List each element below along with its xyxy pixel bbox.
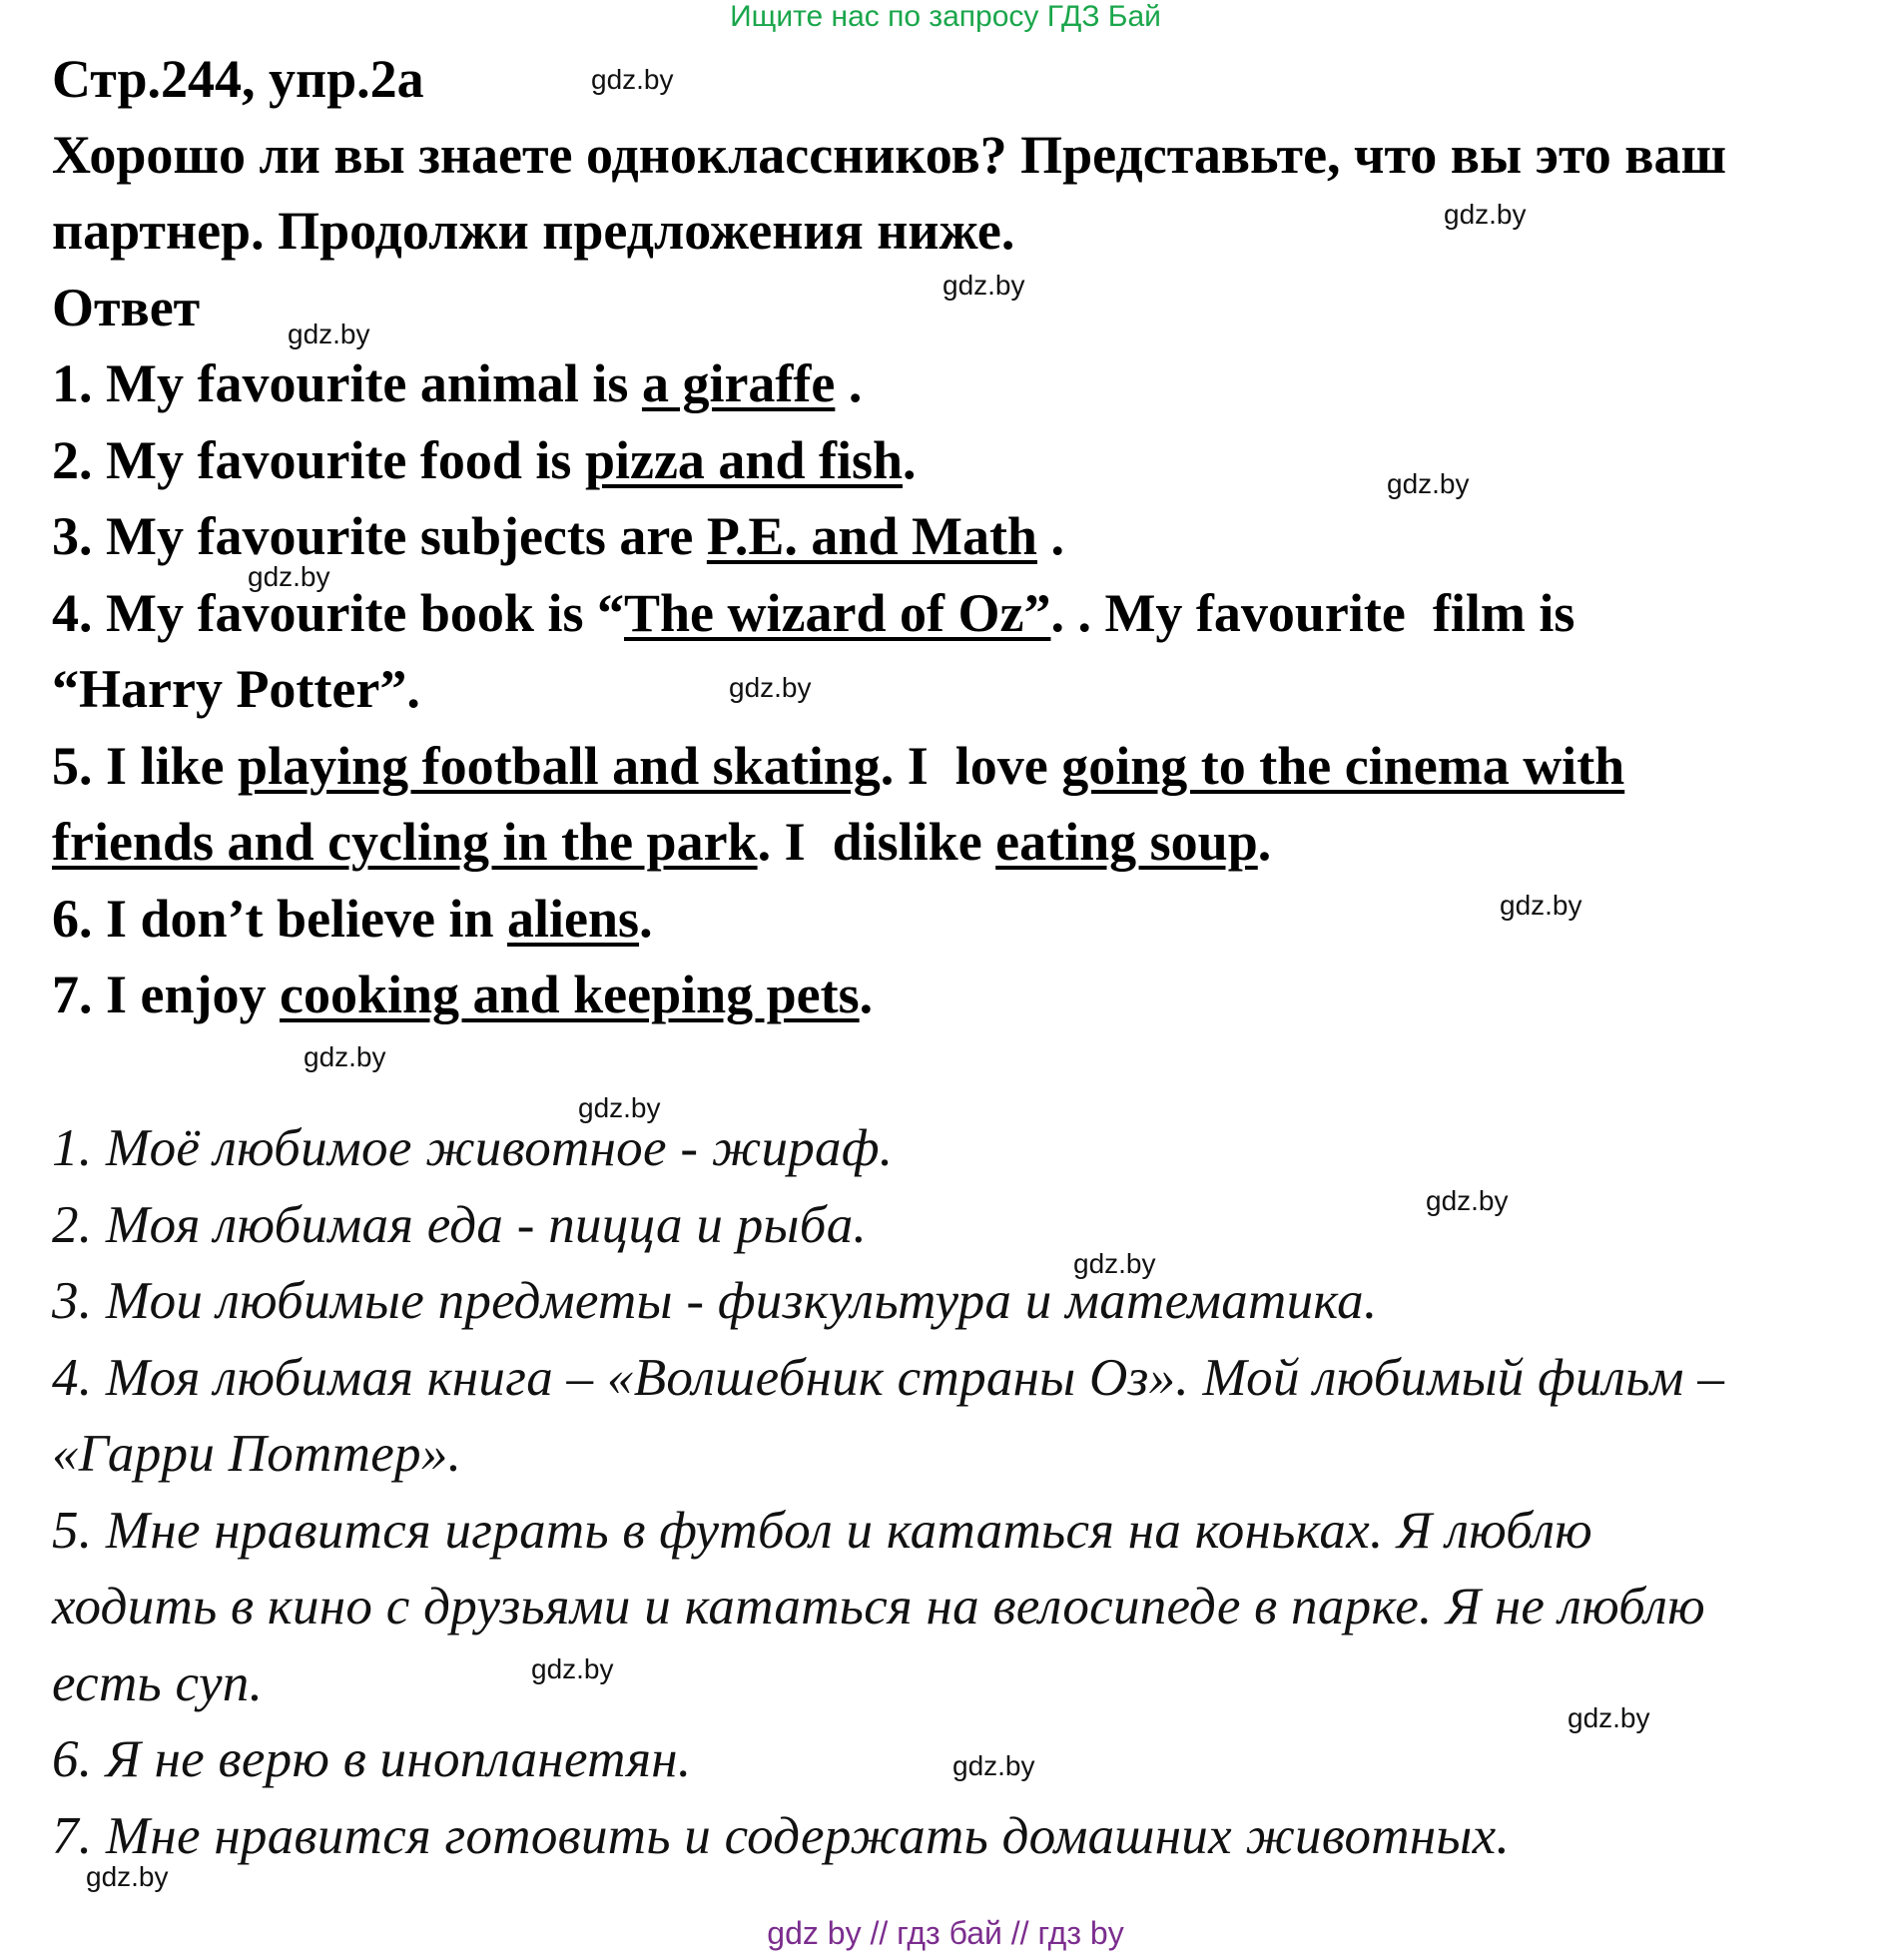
text: . <box>1257 812 1272 872</box>
underlined-answer: going to the cinema with <box>1061 736 1625 796</box>
answer-line-6 <box>52 887 653 951</box>
underlined-answer: The wizard of Oz” <box>624 583 1051 643</box>
translation-line-3: 3. Мои любимые предметы - физкультура и математика. <box>52 1272 1378 1330</box>
answer-label: Ответ <box>52 278 201 337</box>
answer-line-5-cont <box>52 810 1271 874</box>
translation-line-1: 1. Моё любимое животное - жираф. <box>52 1119 894 1177</box>
underlined-answer: P.E. and Math <box>706 506 1037 566</box>
text: . I love <box>880 736 1062 796</box>
watermark: gdz.by <box>86 1861 169 1892</box>
translation-line-5: «Гарри Поттер». <box>52 1425 462 1483</box>
answer-line-2 <box>52 428 917 492</box>
text: 2. My favourite food is <box>52 430 585 490</box>
text: . <box>859 965 874 1024</box>
underlined-answer: pizza and fish <box>584 430 904 490</box>
text: . <box>1036 506 1064 566</box>
text: 5. I like <box>52 736 239 796</box>
watermark: gdz.by <box>531 1653 614 1684</box>
watermark: gdz.by <box>943 270 1025 301</box>
translation-line-8: есть суп. <box>52 1654 264 1712</box>
watermark: gdz.by <box>304 1041 386 1072</box>
answer-line-7 <box>52 963 873 1026</box>
watermark: gdz.by <box>1568 1702 1650 1733</box>
top-banner-link[interactable]: Ищите нас по запросу ГДЗ Бай <box>730 0 1161 33</box>
text: . <box>903 430 917 490</box>
watermark: gdz.by <box>1387 468 1470 499</box>
answer-line-5 <box>52 734 1624 798</box>
text: 7. I enjoy <box>52 965 280 1024</box>
text: . <box>639 889 653 949</box>
translation-line-4: 4. Моя любимая книга – «Волшебник страны Оз». Мой любимый фильм – <box>52 1349 1725 1407</box>
answer-line-3 <box>52 504 1064 568</box>
underlined-answer: a giraffe <box>641 353 836 413</box>
translation-line-6: 5. Мне нравится играть в футбол и кататься на коньках. Я люблю <box>52 1502 1592 1560</box>
text: 3. My favourite subjects are <box>52 506 707 566</box>
underlined-answer: friends and cycling in the park <box>52 812 758 872</box>
watermark: gdz.by <box>1426 1185 1509 1216</box>
text: 4. My favourite book is “ <box>52 583 624 643</box>
translation-line-7: ходить в кино с друзьями и кататься на велосипеде в парке. Я не люблю <box>52 1578 1705 1635</box>
watermark: gdz.by <box>288 319 370 349</box>
task-text-line-1: Хорошо ли вы знаете одноклассников? Представьте, что вы это ваш <box>52 125 1727 185</box>
text: . . My favourite film is <box>1050 583 1576 643</box>
text: 6. I don’t believe in <box>52 889 508 949</box>
watermark: gdz.by <box>1444 199 1527 230</box>
translation-line-10: 7. Мне нравится готовить и содержать домашних животных. <box>52 1807 1510 1865</box>
watermark: gdz.by <box>1073 1248 1156 1279</box>
underlined-answer: aliens <box>507 889 640 949</box>
text: . I dislike <box>757 812 996 872</box>
underlined-answer: eating soup <box>995 812 1258 872</box>
translation-line-9: 6. Я не верю в инопланетян. <box>52 1730 692 1788</box>
watermark: gdz.by <box>729 672 812 703</box>
text: . <box>835 353 863 413</box>
watermark: gdz.by <box>952 1750 1035 1781</box>
text: 1. My favourite animal is <box>52 353 642 413</box>
footer-links[interactable]: gdz by // гдз бай // гдз by <box>767 1915 1124 1951</box>
underlined-answer: cooking and keeping pets <box>280 965 860 1024</box>
translation-line-2: 2. Моя любимая еда - пицца и рыба. <box>52 1196 868 1254</box>
page-reference: Стр.244, упр.2а <box>52 49 424 109</box>
underlined-answer: playing football and skating <box>238 736 881 796</box>
watermark: gdz.by <box>248 561 330 592</box>
task-text-line-2: партнер. Продолжи предложения ниже. <box>52 201 1015 261</box>
watermark: gdz.by <box>591 64 674 95</box>
watermark: gdz.by <box>578 1092 661 1123</box>
answer-line-1 <box>52 351 862 415</box>
answer-line-4-cont: “Harry Potter”. <box>52 659 420 719</box>
watermark: gdz.by <box>1500 890 1582 921</box>
